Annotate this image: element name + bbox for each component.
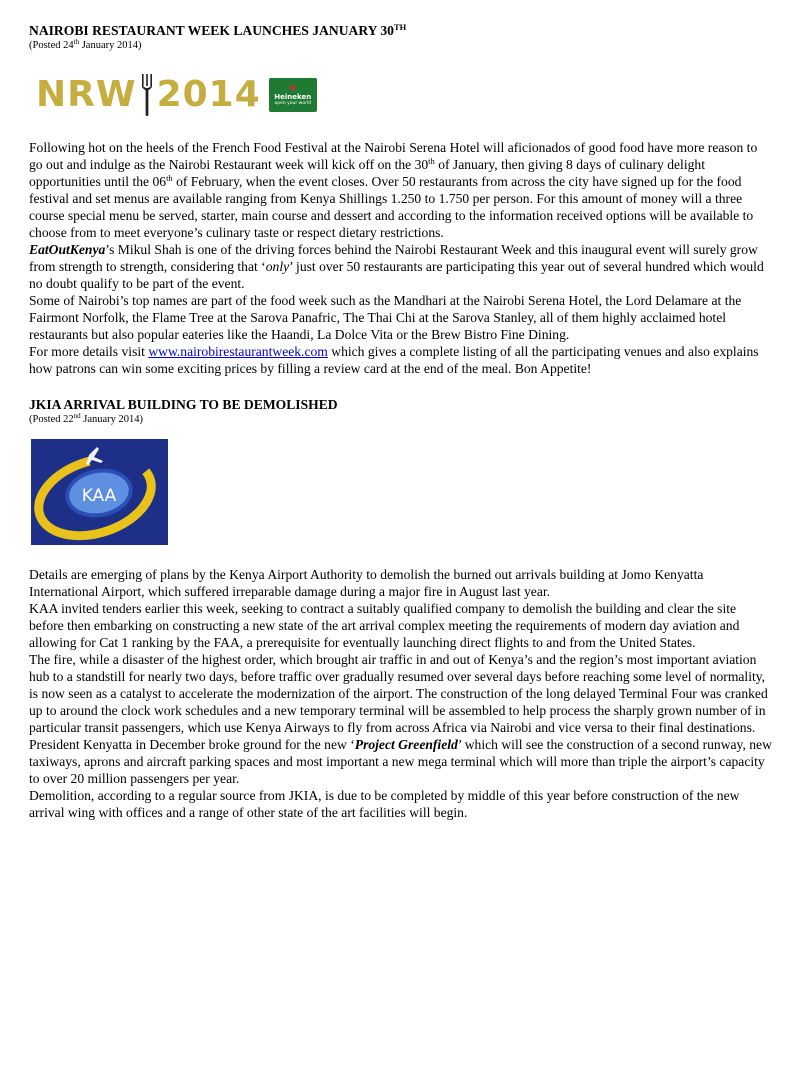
heineken-tagline: open your world	[274, 100, 312, 106]
paragraph: Some of Nairobi’s top names are part of the food week such as the Mandhari at the Nairobi Serena Hotel, the Lord Delamare at the Fairmont Norfolk, the Flame Tree at the Sarova Panafric, The Thai Chi at the Sarova Stanley, all of them highly acclaimed hotel restaurants but also popular eateries like the Haandi, La Dolce Vita or the Brew Bistro Fine Dining.	[29, 293, 742, 342]
paragraph: KAA invited tenders earlier this week, seeking to contract a suitably qualified company to demolish the building and clear the site before then embarking on constructing a new state of the art arrival complex meeting the requirements of modern day aviation and allowing for Cat 1 ranking by the FAA, a prerequisite for eventually launching direct flights to and from the United States.	[29, 601, 740, 650]
posted-date: (Posted 24th January 2014)	[29, 38, 142, 51]
article-title: JKIA ARRIVAL BUILDING TO BE DEMOLISHED	[29, 397, 338, 412]
website-link[interactable]: www.nairobirestaurantweek.com	[148, 344, 328, 359]
article-jkia-demolition	[29, 396, 773, 821]
paragraph: The fire, while a disaster of the highest order, which brought air traffic in and out of Kenya’s and the region’s most important aviation hub to a standstill for nearly two days, before traffic over gradually resumed over several days before reaching some level of normality, is now seen as a catalyst to accelerate the modernization of the airport. The construction of the long delayed Terminal Four was cranked up to around the clock work schedules and a new temporary terminal will be assembled to help process the sharply grown number of in particular transit passengers, which use Kenya Airways to fly from across Africa via Nairobi and vice versa to their final destinations. President Kenyatta in December broke ground for the new ‘Project Greenfield’ which will see the construction of a second runway, new taxiways, aprons and aircraft parking spaces and most important a new mega terminal which will more than triple the airport’s capacity to over 20 million passengers per year.	[29, 652, 772, 786]
heineken-brand: Heineken	[274, 92, 312, 101]
star-icon: ★	[288, 82, 298, 94]
kaa-logo	[31, 439, 168, 545]
section-spacer	[29, 377, 773, 396]
article-title: NAIROBI RESTAURANT WEEK LAUNCHES JANUARY 30TH	[29, 22, 407, 38]
paragraph: Following hot on the heels of the French Food Festival at the Nairobi Serena Hotel will aficionados of good food have more reason to go out and indulge as the Nairobi Restaurant week will kick off on the 30th of January, then giving 8 days of culinary delight opportunities until the 06th of February, when the event closes. Over 50 restaurants from across the city have signed up for the food festival and set menus are available ranging from Kenya Shillings 1.250 to 1.750 per person. For this amount of money will a three course special menu be served, starter, main course and dessert and according to the information received options will be available to choose from to meet everyone’s culinary taste or respect dietary restrictions.	[29, 140, 758, 240]
fork-icon	[140, 72, 154, 118]
document-page	[29, 22, 773, 821]
heineken-logo	[269, 78, 317, 112]
nrw-logo-text: NRW	[36, 74, 137, 115]
paragraph: EatOutKenya’s Mikul Shah is one of the driving forces behind the Nairobi Restaurant Week and this inaugural event will surely grow from strength to strength, considering that ‘only’ just over 50 restaurants are participating this year out of several hundred which would no doubt qualify to be part of the event.	[29, 242, 764, 291]
posted-date: (Posted 22nd January 2014)	[29, 412, 144, 425]
nrw-logo-year: 2014	[156, 74, 261, 115]
article-nairobi-restaurant-week	[29, 22, 773, 377]
kaa-logo-text: KAA	[81, 486, 117, 506]
paragraph: For more details visit www.nairobirestaurantweek.com which gives a complete listing of all the participating venues and also explains how patrons can win some exciting prices by filling a review card at the end of the meal. Bon Appetite!	[29, 344, 759, 376]
nrw-2014-logo	[36, 65, 773, 125]
paragraph: Details are emerging of plans by the Kenya Airport Authority to demolish the burned out arrivals building at Jomo Kenyatta International Airport, which suffered irreparable damage during a major fire in August last year.	[29, 567, 704, 599]
paragraph: Demolition, according to a regular source from JKIA, is due to be completed by middle of this year before construction of the new arrival wing with offices and a range of other state of the art facilities will begin.	[29, 788, 740, 820]
